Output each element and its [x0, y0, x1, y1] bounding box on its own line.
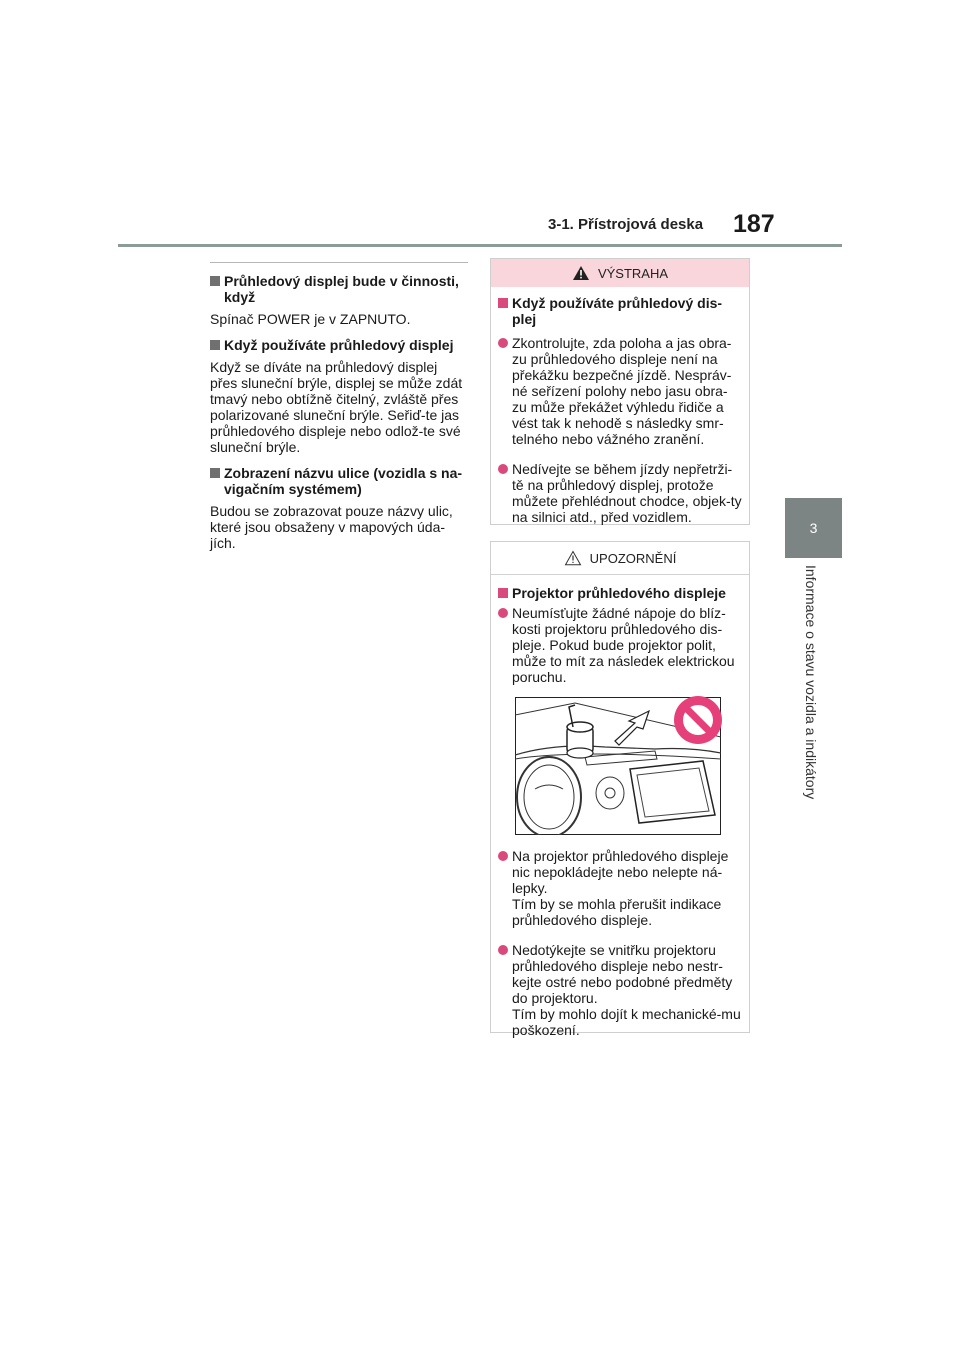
notice-title: UPOZORNĚNÍ	[589, 550, 677, 566]
round-bullet-icon	[498, 945, 508, 955]
heading-using	[210, 337, 468, 353]
warning-title: VÝSTRAHA	[597, 265, 669, 281]
square-bullet-icon	[498, 588, 508, 598]
list-item	[498, 335, 742, 447]
chapter-tab: 3	[785, 498, 842, 558]
bullet-text	[512, 942, 742, 1038]
notice-header	[491, 542, 749, 575]
warning-heading	[498, 295, 742, 327]
square-bullet-icon	[210, 340, 220, 350]
bullet-text-part: Tím by se mohla přerušit indikace průhledového displeje.	[512, 896, 722, 928]
paragraph: Když se díváte na průhledový displej přes sluneční brýle, displej se může zdát tmavý nebo obtížně čitelný, zvláště přes polarizované sluneční brýle. Seřiď-te jas průhledového displeje nebo odlož-te své sluneční brýle.	[210, 359, 463, 455]
square-bullet-icon	[210, 468, 220, 478]
warning-header	[491, 259, 749, 287]
round-bullet-icon	[498, 338, 508, 348]
list-item	[498, 605, 742, 685]
heading-text: Když používáte průhledový dis-plej	[512, 295, 723, 327]
round-bullet-icon	[498, 464, 508, 474]
bullet-text: Zkontrolujte, zda poloha a jas obra-zu průhledového displeje není na překážku bezpečné jízdě. Nespráv-né seřízení polohy nebo jasu obra-zu může překážet výhledu řidiče a vést tak k nehodě s následky smr-telného nebo vážného zranění.	[512, 335, 732, 447]
paragraph: Budou se zobrazovat pouze názvy ulic, které jsou obsaženy v mapových úda-jích.	[210, 503, 453, 551]
prohibition-icon	[673, 695, 723, 745]
bullet-text-part: Na projektor průhledového displeje nic nepokládejte nebo nelepte ná-lepky.	[512, 848, 729, 896]
heading-text: Projektor průhledového displeje	[512, 585, 726, 601]
warning-triangle-icon	[572, 265, 590, 281]
section-title: 3-1. Přístrojová deska	[548, 216, 704, 233]
heading-text: Zobrazení názvu ulice (vozidla s na-vigačním systémem)	[224, 465, 463, 497]
round-bullet-icon	[498, 851, 508, 861]
left-column	[210, 262, 468, 551]
list-item	[498, 942, 742, 1038]
page-number: 187	[733, 210, 775, 238]
bullet-text	[512, 848, 742, 928]
header-rule	[118, 244, 842, 247]
bullet-text-part: Nedotýkejte se vnitřku projektoru průhledového displeje nebo nestr-kejte ostré nebo podobné předměty do projektoru.	[512, 942, 733, 1006]
list-item	[498, 461, 742, 525]
round-bullet-icon	[498, 608, 508, 618]
notice-heading	[498, 585, 742, 601]
warning-box	[490, 258, 750, 525]
bullet-text-part: Tím by mohlo dojít k mechanické-mu poškození.	[512, 1006, 741, 1038]
bullet-text: Neumísťujte žádné nápoje do blíz-kosti projektoru průhledového dis-pleje. Pokud bude projektor polit, může to mít za následek elektrickou poruchu.	[512, 605, 735, 685]
paragraph: Spínač POWER je v ZAPNUTO.	[210, 311, 411, 327]
caution-triangle-icon	[564, 550, 582, 566]
square-bullet-icon	[210, 276, 220, 286]
list-item	[498, 848, 742, 928]
bullet-text: Nedívejte se během jízdy nepřetrži-tě na průhledový displej, protože můžete přehlédnout chodce, objek-ty na silnici atd., před vozidlem.	[512, 461, 742, 525]
heading-active	[210, 273, 468, 305]
heading-street-names	[210, 465, 468, 497]
chapter-label: Informace o stavu vozidla a indikátory	[803, 565, 819, 800]
notice-box	[490, 541, 750, 1038]
column-rule	[210, 262, 468, 263]
heading-text: Když používáte průhledový displej	[224, 337, 454, 353]
square-bullet-icon	[498, 298, 508, 308]
heading-text: Průhledový displej bude v činnosti, když	[224, 273, 459, 305]
